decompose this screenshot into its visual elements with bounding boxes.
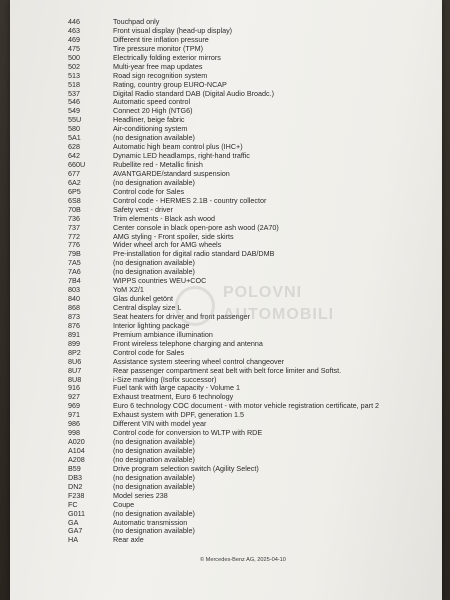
list-item [68,90,438,99]
list-item [68,116,438,125]
option-code: 446 [68,17,80,26]
option-code: 998 [68,428,80,438]
option-code: 502 [68,61,80,71]
option-description: Wider wheel arch for AMG wheels [113,241,222,250]
option-code: 8U8 [68,374,82,384]
option-code: A208 [68,454,85,464]
option-description: Front visual display (head-up display) [113,26,233,35]
option-description: Road sign recognition system [113,71,208,80]
option-description: Model series 238 [113,491,168,500]
list-item [68,268,438,277]
option-description: (no designation available) [113,268,195,277]
option-description: Exhaust treatment, Euro 6 technology [113,393,234,402]
option-code: 6S8 [68,195,81,205]
list-item [68,420,438,429]
option-code: 475 [68,43,80,53]
option-code: 500 [68,52,80,62]
option-description: Connect 20 High (NTG6) [113,107,193,116]
list-item [68,358,438,367]
option-description: Rear axle [113,536,144,545]
option-code: 986 [68,419,80,429]
option-description: Assistance system steering wheel control changeover [113,357,284,366]
watermark-text-line1: POLOVNI [223,284,303,301]
option-code: 6A2 [68,177,81,187]
list-item [68,429,438,438]
option-code: 8U7 [68,365,82,375]
option-description: (no designation available) [113,259,195,268]
option-code: 772 [68,231,80,241]
list-item [68,510,438,519]
option-code: 463 [68,25,80,35]
option-code: 70B [68,204,81,214]
option-code: 803 [68,285,80,295]
option-description: (no designation available) [113,509,195,518]
option-code: 876 [68,320,80,330]
option-description: Seat heaters for driver and front passenger [113,312,251,321]
list-item [68,376,438,385]
option-description: (no designation available) [113,482,195,491]
list-item [68,143,438,152]
list-item [68,233,438,242]
option-description: Drive program selection switch (Agility Select) [113,464,259,473]
list-item [68,438,438,447]
option-code: 899 [68,338,80,348]
list-item [68,465,438,474]
document-footer: © Mercedes-Benz AG, 2025-04-10 [200,557,286,563]
list-item [68,527,438,536]
option-code: 969 [68,401,80,411]
option-description: Control code for conversion to WLTP with RDE [113,429,263,438]
option-code: 518 [68,79,80,89]
list-item [68,188,438,197]
option-code: G011 [68,508,86,518]
option-code: A104 [68,446,85,455]
list-item [68,483,438,492]
option-description: Control code for Sales [113,187,185,196]
option-code: 660U [68,160,86,169]
option-description: WIPPS countries WEU+COC [113,277,207,286]
option-code: 7B4 [68,276,81,286]
option-description: Coupe [113,500,135,509]
list-item [68,224,438,233]
option-code: 677 [68,168,80,178]
list-item [68,134,438,143]
option-code: 840 [68,294,80,304]
option-description: Different tire inflation pressure [113,35,209,44]
list-item [68,98,438,107]
option-description: Premium ambiance illumination [113,330,213,339]
option-description: AMG styling - Front spoiler, side skirts [113,232,234,241]
option-description: (no designation available) [113,473,195,482]
option-code: 8P2 [68,347,81,357]
option-code: 549 [68,106,80,116]
list-item [68,197,438,206]
list-item [68,519,438,528]
option-description: Interior lighting package [113,321,190,330]
list-item [68,474,438,483]
option-code: 776 [68,240,80,250]
option-description: Rear passenger compartment seat belt with belt force limiter and Softst. [113,366,342,375]
option-code: 6P5 [68,186,81,196]
option-description: Automatic speed control [113,98,191,107]
list-item [68,125,438,134]
option-description: (no designation available) [113,447,195,455]
option-code: 7A6 [68,267,81,277]
list-item [68,259,438,268]
option-code: DN2 [68,481,83,491]
option-description: (no designation available) [113,527,195,536]
list-item [68,393,438,402]
list-item [68,45,438,54]
list-item [68,447,438,456]
option-description: YoM X2/1 [113,286,144,295]
option-code: 7A5 [68,258,81,268]
option-code: A020 [68,437,85,447]
option-description: Rating, country group EURO-NCAP [113,80,227,89]
list-item [68,501,438,510]
option-description: (no designation available) [113,134,195,143]
option-description: Fuel tank with large capacity - Volume 1 [113,384,241,393]
list-item [68,54,438,63]
option-description: Touchpad only [113,18,160,26]
list-item [68,81,438,90]
list-item [68,179,438,188]
list-item [68,63,438,72]
option-code: 628 [68,142,80,152]
option-code: 916 [68,383,80,393]
option-description: Control code - HERMES 2.1B - country collector [113,196,267,205]
list-item [68,72,438,81]
option-code: 927 [68,392,80,402]
list-item [68,492,438,501]
list-item [68,456,438,465]
watermark-text-line2: AUTOMOBILI [223,306,335,323]
watermark-logo-icon [175,286,215,326]
option-description: Pre-installation for digital radio standard DAB/DMB [113,250,275,259]
watermark [175,282,335,352]
option-code: 868 [68,303,80,312]
option-description: Central display size L [113,304,182,312]
option-description: Euro 6 technology COC document - with motor vehicle registration certificate, part 2 [113,402,380,411]
option-description: (no designation available) [113,178,195,187]
option-description: Air-conditioning system [113,125,188,134]
option-code: B59 [68,463,81,473]
list-item [68,411,438,420]
option-description: AVANTGARDE/standard suspension [113,169,230,178]
option-code: 79B [68,249,81,259]
list-item [68,27,438,36]
option-description: Control code for Sales [113,348,185,357]
option-code: 580 [68,124,80,134]
option-code: 737 [68,222,80,232]
option-code: HA [68,535,78,545]
list-item [68,384,438,393]
option-description: Automatic transmission [113,518,188,527]
option-description: Multi-year free map updates [113,62,203,71]
list-item [68,367,438,376]
option-description: Safety vest - driver [113,205,173,214]
option-description: Automatic high beam control plus (IHC+) [113,143,243,152]
option-description: Rubellite red - Metallic finish [113,161,203,169]
option-code: F238 [68,490,85,500]
list-item [68,152,438,161]
list-item [68,402,438,411]
option-description: Exhaust system with DPF, generation 1.5 [113,411,245,420]
option-description: Trim elements - Black ash wood [113,214,215,223]
list-item [68,18,438,27]
option-code: 8U6 [68,356,82,366]
option-code: 642 [68,151,80,161]
option-code: 55U [68,115,82,125]
option-description: Headliner, beige fabric [113,116,185,125]
option-description: (no designation available) [113,438,195,447]
list-item [68,215,438,224]
list-item [68,107,438,116]
document-page [10,0,442,600]
option-code: 546 [68,97,80,107]
list-item [68,161,438,170]
option-description: Electrically folding exterior mirrors [113,53,221,62]
option-code: 469 [68,34,80,44]
option-code: 971 [68,410,80,420]
option-code: GA7 [68,526,83,536]
option-code: 736 [68,213,80,223]
option-description: Front wireless telephone charging and antenna [113,339,263,348]
option-description: Glas dunkel getönt [113,295,173,304]
option-code: FC [68,499,78,509]
option-code: 873 [68,311,80,321]
list-item [68,170,438,179]
option-description: Different VIN with model year [113,420,207,429]
option-code: DB3 [68,472,82,482]
option-code: 5A1 [68,133,81,143]
list-item [68,250,438,259]
option-description: Tire pressure monitor (TPM) [113,44,203,53]
list-item [68,206,438,215]
option-description: Digital Radio standard DAB (Digital Audio Broadc.) [113,89,274,98]
option-description: Dynamic LED headlamps, right-hand traffic [113,152,250,161]
list-item [68,536,438,545]
option-code: 891 [68,329,80,339]
option-code: GA [68,517,79,527]
option-code: 537 [68,88,80,98]
option-description: i-Size marking (Isofix successor) [113,375,217,384]
option-description: (no designation available) [113,455,195,464]
option-description: Center console in black open-pore ash wood (2A70) [113,223,279,232]
list-item [68,36,438,45]
option-code: 513 [68,70,80,80]
list-item [68,241,438,250]
